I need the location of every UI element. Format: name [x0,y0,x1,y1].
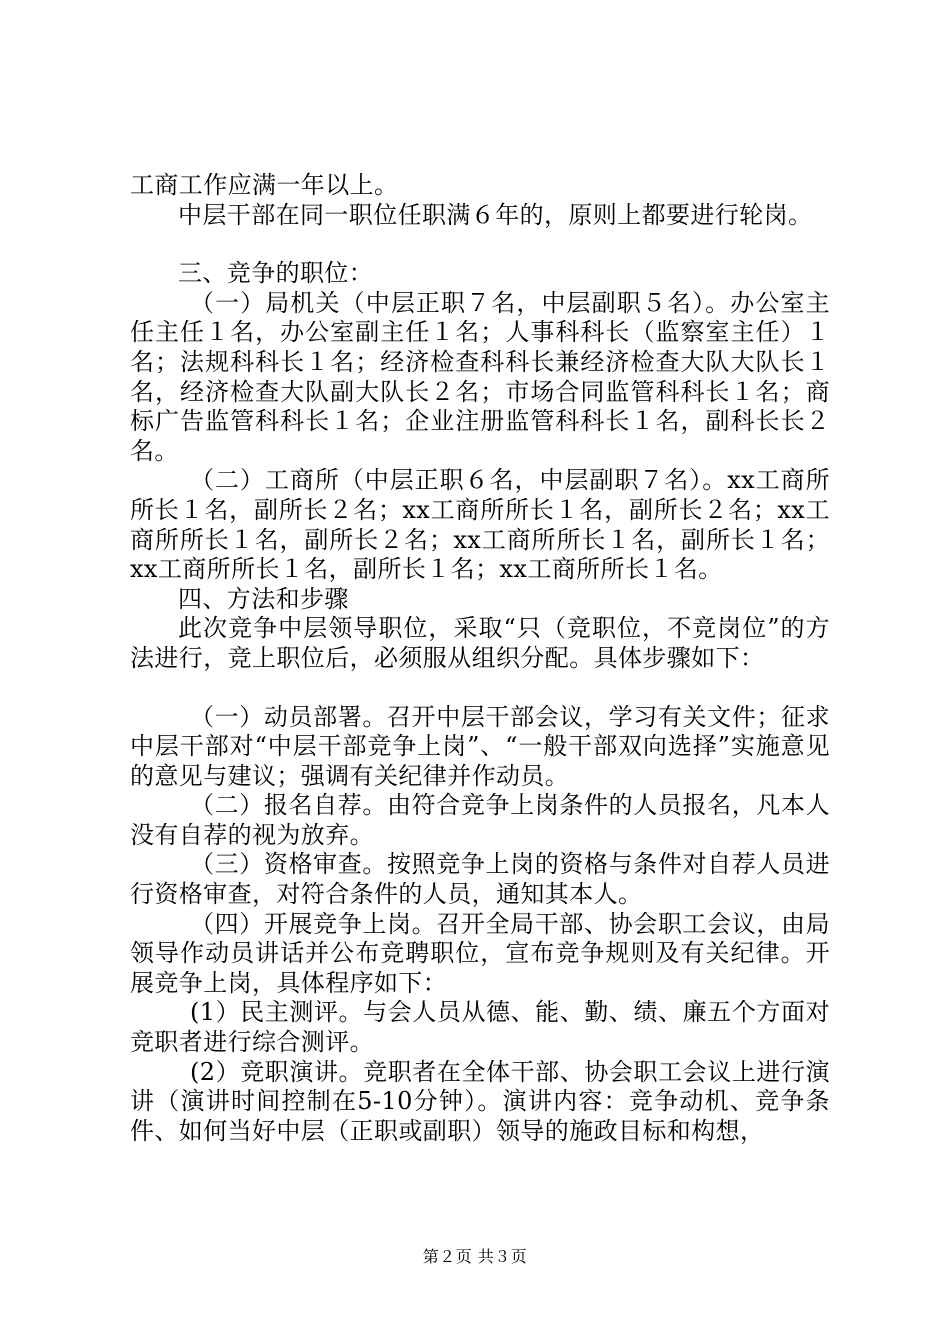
paragraph-1: 工商工作应满一年以上。 [130,171,399,199]
paragraph-10: （三）资格审查。按照竞争上岗的资格与条件对自荐人员进行资格审查，对符合条件的人员，通知其本人。 [130,850,830,909]
section-heading-4: 四、方法和步骤 [178,584,349,613]
paragraph-8: （一）动员部署。召开中层干部会议，学习有关文件；征求中层干部对“中层干部竞争上岗”、“一般干部双向选择”实施意见的意见与建议；强调有关纪律并作动员。 [130,702,830,790]
paragraph-12: (1）民主测评。与会人员从德、能、勤、绩、廉五个方面对竞职者进行综合测评。 [130,998,830,1057]
paragraph-4: （一）局机关（中层正职７名，中层副职５名）。办公室主任主任１名，办公室副主任１名；人事科科长（监察室主任）１名；法规科科长１名；经济检查科科长兼经济检查大队大队长１名，经济检查大队副大队长２名；市场合同监管科科长１名；商标广告监管科科长１名；企业注册监管科科长１名，副科长长２名。 [130,288,830,465]
paragraph-2: 中层干部在同一职位任职满６年的，原则上都要进行轮岗。 [178,200,813,229]
paragraph-13: (2）竞职演讲。竞职者在全体干部、协会职工会议上进行演讲（演讲时间控制在5-10分钟）。演讲内容：竞争动机、竞争条件、如何当好中层（正职或副职）领导的施政目标和构想， [130,1057,830,1145]
paragraph-11: （四）开展竞争上岗。召开全局干部、协会职工会议，由局领导作动员讲话并公布竞聘职位，宣布竞争规则及有关纪律。开展竞争上岗，具体程序如下： [130,909,830,997]
paragraph-7: 此次竞争中层领导职位，采取“只（竞职位，不竞岗位”的方法进行，竞上职位后，必须服从组织分配。具体步骤如下： [130,614,830,672]
document-body [130,171,830,1146]
paragraph-9: （二）报名自荐。由符合竞争上岗条件的人员报名，凡本人没有自荐的视为放弃。 [130,791,830,849]
page-footer: 第２页 共３页 [422,1247,528,1266]
paragraph-5: （二）工商所（中层正职６名，中层副职７名）。xx工商所所长１名，副所长２名；xx工商所所长１名，副所长２名；xx工商所所长１名，副所长２名；xx工商所所长１名，副所长１名；xx工商所所长１名，副所长１名；xx工商所所长１名。 [130,466,830,584]
section-heading-3: 三、竞争的职位： [178,259,374,288]
